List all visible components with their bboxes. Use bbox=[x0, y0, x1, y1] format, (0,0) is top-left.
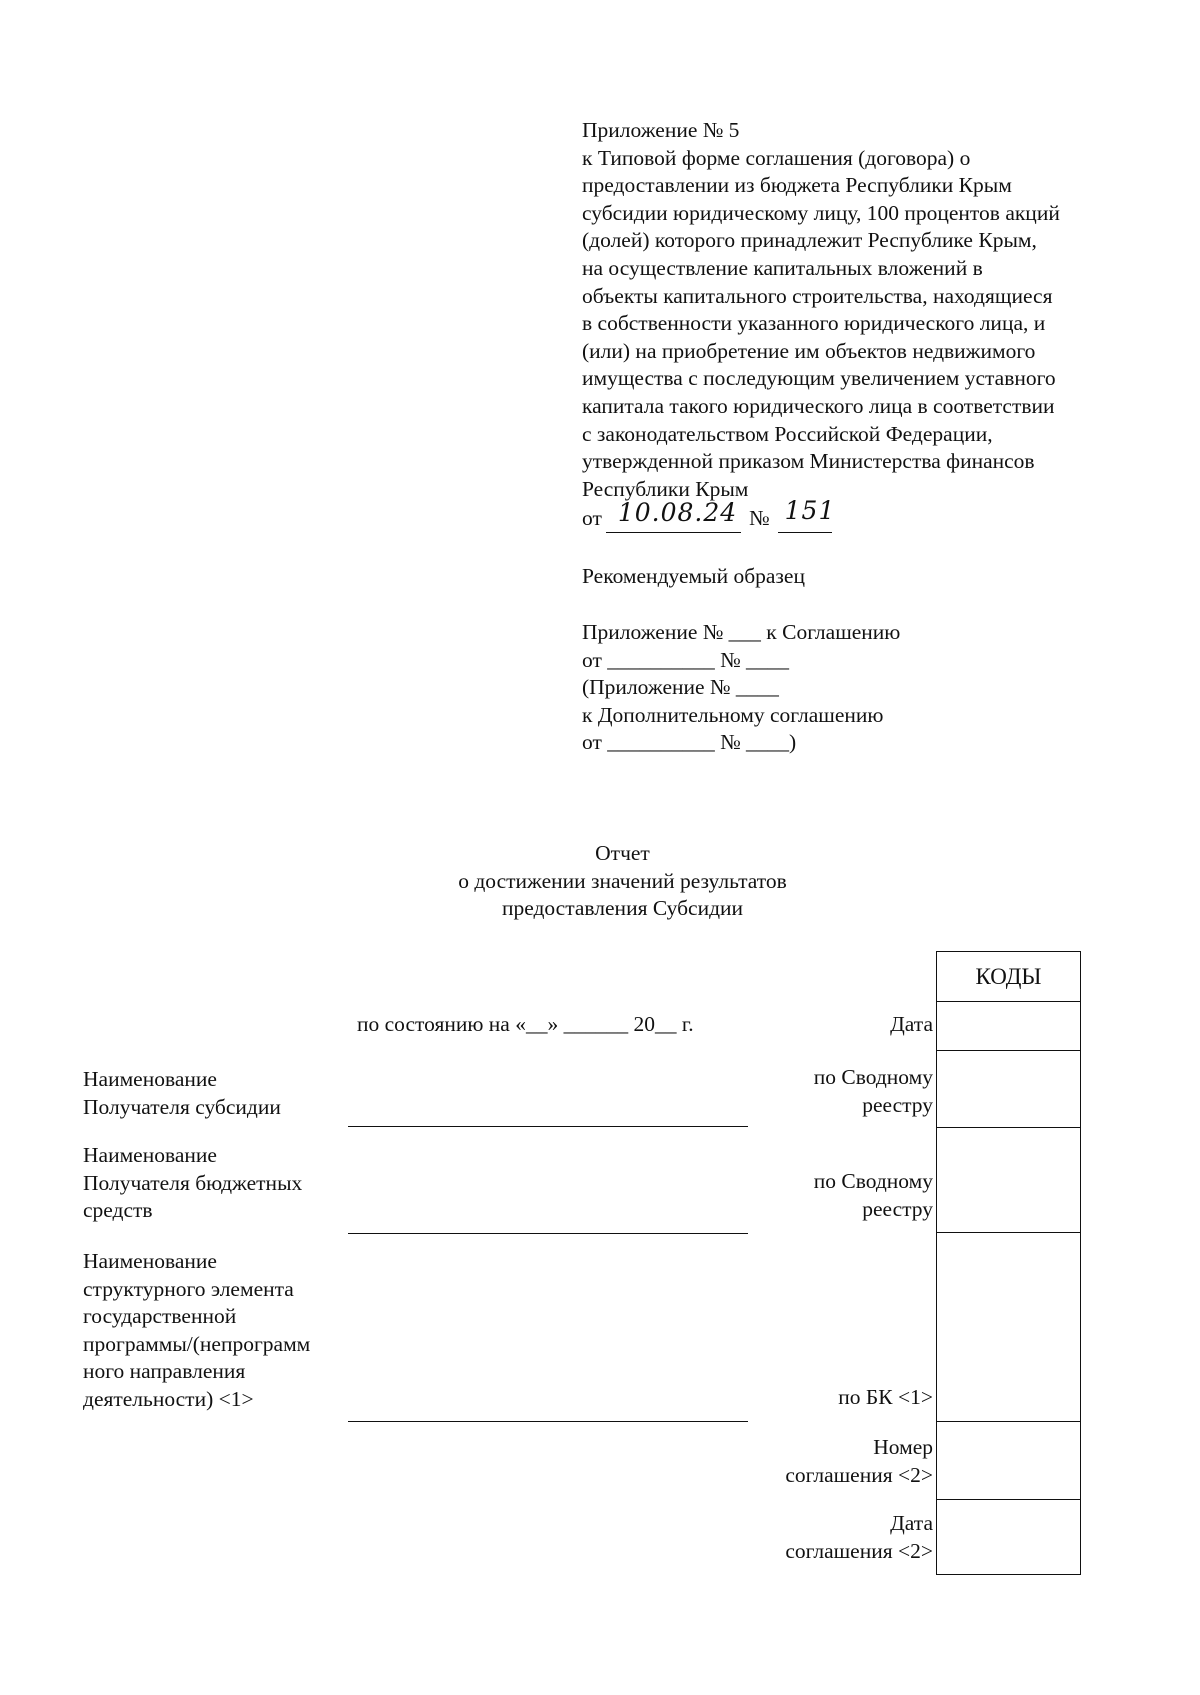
code-label-bk: по БК <1> bbox=[838, 1385, 933, 1409]
code-label-line: соглашения <2> bbox=[785, 1462, 933, 1487]
structural-element-label-line: программы/(непрограмм bbox=[83, 1331, 311, 1356]
codes-header-cell bbox=[936, 951, 1081, 1002]
appendix-line: (или) на приобретение им объектов недвижимого bbox=[582, 338, 1036, 363]
structural-element-label-line: деятельности) <1> bbox=[83, 1386, 254, 1411]
budget-recipient-field-line bbox=[348, 1233, 748, 1234]
order-date-handwritten: 10.08.24 bbox=[617, 498, 738, 527]
budget-recipient-label-line: средств bbox=[83, 1198, 153, 1223]
appendix-line: с законодательством Российской Федерации, bbox=[582, 421, 993, 446]
code-cell-registry-2[interactable] bbox=[936, 1127, 1081, 1233]
code-label-line: Дата bbox=[890, 1511, 933, 1535]
code-label-date: Дата bbox=[890, 1012, 933, 1036]
recipient-field-line bbox=[348, 1126, 748, 1127]
structural-element-field-line bbox=[348, 1421, 748, 1422]
code-label-registry-1 bbox=[700, 1064, 933, 1119]
report-title bbox=[300, 840, 945, 923]
appendix-line: Республики Крым bbox=[582, 476, 749, 501]
code-cell-bk[interactable] bbox=[936, 1232, 1081, 1422]
order-date-prefix: от bbox=[582, 506, 602, 530]
code-cell-agreement-date[interactable] bbox=[936, 1499, 1081, 1575]
agreement-line: (Приложение № ____ bbox=[582, 675, 779, 700]
code-label-agreement-date bbox=[700, 1510, 933, 1565]
order-number-underline bbox=[778, 532, 832, 533]
appendix-line: объекты капитального строительства, находящиеся bbox=[582, 283, 1053, 308]
agreement-line: Приложение № ___ к Соглашению bbox=[582, 620, 901, 644]
order-number-handwritten: 151 bbox=[784, 496, 836, 525]
appendix-line: капитала такого юридического лица в соответствии bbox=[582, 393, 1055, 418]
appendix-line: (долей) которого принадлежит Республике Крым, bbox=[582, 228, 1037, 253]
structural-element-label bbox=[83, 1248, 310, 1414]
agreement-block bbox=[582, 619, 900, 757]
state-date: по состоянию на «__» ______ 20__ г. bbox=[357, 1012, 694, 1036]
appendix-line: на осуществление капитальных вложений в bbox=[582, 255, 983, 280]
code-label-agreement-number bbox=[700, 1434, 933, 1489]
appendix-header bbox=[582, 117, 1060, 503]
recipient-label-line: Наименование bbox=[83, 1067, 217, 1091]
code-label-line: Номер bbox=[873, 1435, 933, 1459]
report-title-line1: Отчет bbox=[595, 841, 650, 865]
appendix-line: утвержденной приказом Министерства финансов bbox=[582, 449, 1035, 474]
code-label-line: по Сводному bbox=[813, 1065, 933, 1089]
appendix-line: субсидии юридическому лицу, 100 процентов акций bbox=[582, 200, 1060, 225]
report-title-line2: о достижении значений результатов bbox=[458, 868, 787, 893]
code-cell-agreement-number[interactable] bbox=[936, 1421, 1081, 1500]
structural-element-label-line: ного направления bbox=[83, 1359, 246, 1384]
recipient-label-line: Получателя субсидии bbox=[83, 1094, 281, 1119]
code-label-line: соглашения <2> bbox=[785, 1538, 933, 1563]
structural-element-label-line: государственной bbox=[83, 1304, 237, 1329]
budget-recipient-label bbox=[83, 1142, 302, 1225]
appendix-line: предоставлении из бюджета Республики Крым bbox=[582, 173, 1012, 198]
recipient-label bbox=[83, 1066, 281, 1121]
structural-element-label-line: структурного элемента bbox=[83, 1276, 294, 1301]
codes-header: КОДЫ bbox=[975, 964, 1042, 989]
report-title-line3: предоставления Субсидии bbox=[501, 896, 744, 921]
appendix-line: Приложение № 5 bbox=[582, 118, 740, 142]
code-label-line: по Сводному bbox=[813, 1169, 933, 1193]
agreement-line: к Дополнительному соглашению bbox=[582, 702, 884, 727]
order-number-label: № bbox=[749, 506, 770, 530]
agreement-line: от __________ № ____ bbox=[582, 647, 790, 672]
code-label-line: реестру bbox=[862, 1196, 933, 1221]
agreement-line: от __________ № ____) bbox=[582, 730, 797, 755]
sample-label: Рекомендуемый образец bbox=[582, 564, 805, 588]
appendix-line: к Типовой форме соглашения (договора) о bbox=[582, 145, 971, 170]
structural-element-label-line: Наименование bbox=[83, 1249, 217, 1273]
code-cell-registry-1[interactable] bbox=[936, 1050, 1081, 1128]
budget-recipient-label-line: Получателя бюджетных bbox=[83, 1170, 303, 1195]
order-date-underline bbox=[606, 532, 741, 533]
code-cell-date[interactable] bbox=[936, 1001, 1081, 1051]
appendix-line: имущества с последующим увеличением уставного bbox=[582, 366, 1056, 391]
order-date-row bbox=[582, 505, 602, 535]
code-label-registry-2 bbox=[700, 1168, 933, 1223]
appendix-line: в собственности указанного юридического лица, и bbox=[582, 311, 1046, 336]
budget-recipient-label-line: Наименование bbox=[83, 1143, 217, 1167]
code-label-line: реестру bbox=[862, 1092, 933, 1117]
